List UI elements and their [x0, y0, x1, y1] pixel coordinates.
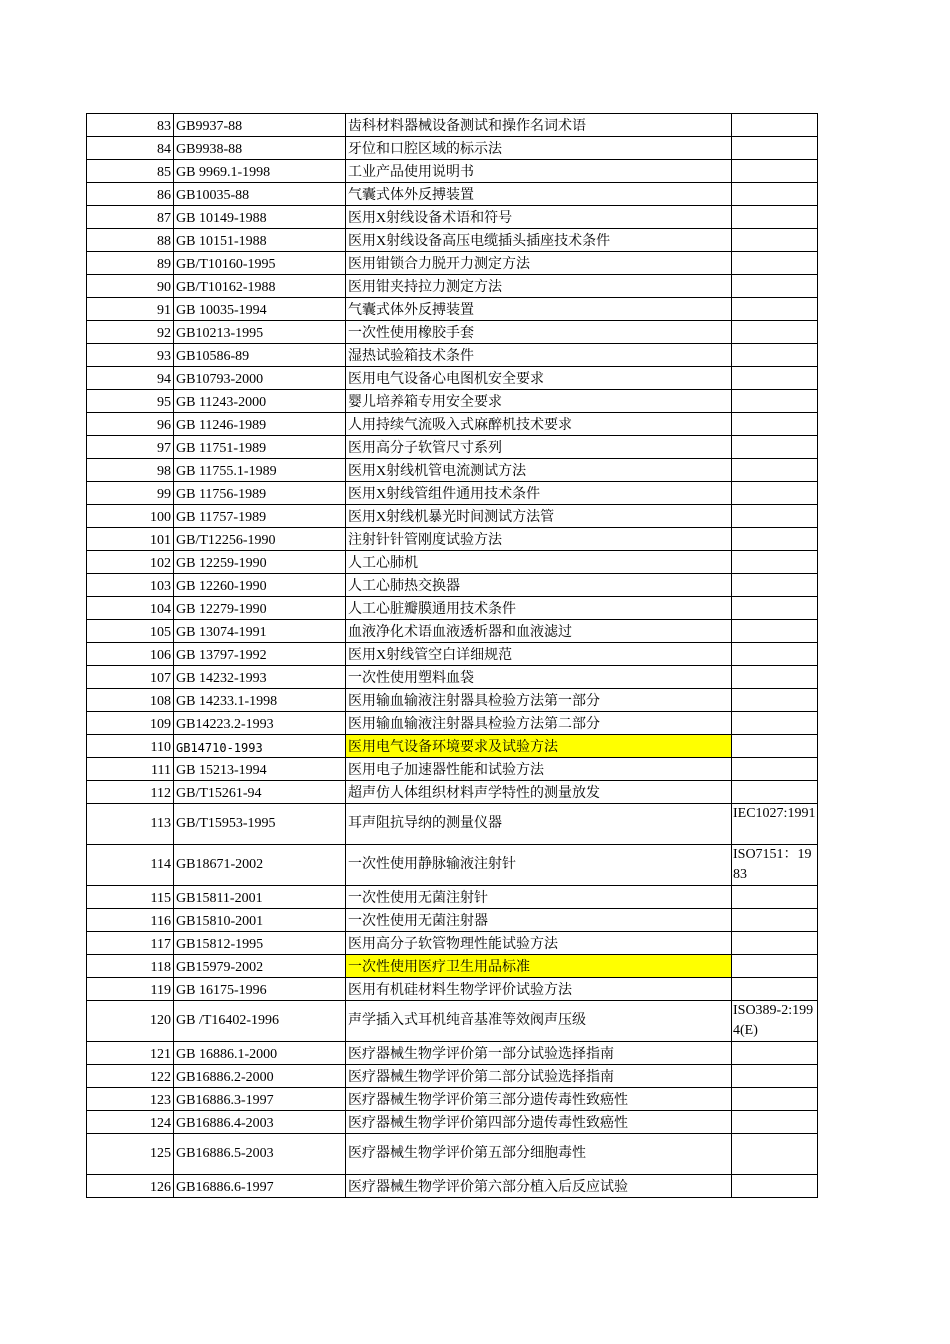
standard-name-cell[interactable]: 工业产品使用说明书	[346, 160, 732, 183]
row-number-cell[interactable]: 101	[87, 528, 174, 551]
standard-code-cell[interactable]: GB15810-2001	[174, 909, 346, 932]
table-row[interactable]	[87, 114, 818, 137]
reference-standard-cell[interactable]	[732, 1065, 818, 1088]
table-row[interactable]	[87, 1065, 818, 1088]
reference-standard-cell[interactable]	[732, 459, 818, 482]
row-number-cell[interactable]: 108	[87, 689, 174, 712]
standard-name-cell[interactable]: 医用电子加速器性能和试验方法	[346, 758, 732, 781]
table-row[interactable]	[87, 275, 818, 298]
row-number-cell[interactable]: 88	[87, 229, 174, 252]
row-number-cell[interactable]: 97	[87, 436, 174, 459]
standard-name-cell[interactable]: 医用高分子软管物理性能试验方法	[346, 932, 732, 955]
row-number-cell[interactable]: 111	[87, 758, 174, 781]
standard-code-cell[interactable]: GB9938-88	[174, 137, 346, 160]
standard-code-cell[interactable]: GB 9969.1-1998	[174, 160, 346, 183]
row-number-cell[interactable]: 99	[87, 482, 174, 505]
reference-standard-cell[interactable]	[732, 436, 818, 459]
standard-code-cell[interactable]: GB 12279-1990	[174, 597, 346, 620]
row-number-cell[interactable]: 114	[87, 845, 174, 886]
row-number-cell[interactable]: 85	[87, 160, 174, 183]
row-number-cell[interactable]: 118	[87, 955, 174, 978]
table-row[interactable]	[87, 1175, 818, 1198]
table-row[interactable]	[87, 666, 818, 689]
reference-standard-cell[interactable]: ISO389-2:1994(E)	[732, 1001, 818, 1042]
row-number-cell[interactable]: 95	[87, 390, 174, 413]
standard-name-cell[interactable]: 医用X射线设备术语和符号	[346, 206, 732, 229]
table-row[interactable]	[87, 1001, 818, 1042]
standard-name-cell[interactable]: 医用高分子软管尺寸系列	[346, 436, 732, 459]
reference-standard-cell[interactable]	[732, 932, 818, 955]
standard-code-cell[interactable]: GB 11751-1989	[174, 436, 346, 459]
standard-code-cell[interactable]: GB 11246-1989	[174, 413, 346, 436]
reference-standard-cell[interactable]	[732, 781, 818, 804]
reference-standard-cell[interactable]	[732, 367, 818, 390]
reference-standard-cell[interactable]	[732, 252, 818, 275]
table-row[interactable]	[87, 620, 818, 643]
table-row[interactable]	[87, 804, 818, 845]
table-row[interactable]	[87, 758, 818, 781]
row-number-cell[interactable]: 87	[87, 206, 174, 229]
standard-code-cell[interactable]: GB 16886.1-2000	[174, 1042, 346, 1065]
reference-standard-cell[interactable]	[732, 160, 818, 183]
standard-name-cell[interactable]: 一次性使用橡胶手套	[346, 321, 732, 344]
row-number-cell[interactable]: 91	[87, 298, 174, 321]
standard-code-cell[interactable]: GB16886.4-2003	[174, 1111, 346, 1134]
reference-standard-cell[interactable]	[732, 528, 818, 551]
standard-name-cell[interactable]: 人工心肺机	[346, 551, 732, 574]
row-number-cell[interactable]: 107	[87, 666, 174, 689]
row-number-cell[interactable]: 110	[87, 735, 174, 758]
row-number-cell[interactable]: 123	[87, 1088, 174, 1111]
row-number-cell[interactable]: 119	[87, 978, 174, 1001]
table-row[interactable]	[87, 574, 818, 597]
table-row[interactable]	[87, 1088, 818, 1111]
table-row[interactable]	[87, 183, 818, 206]
table-row[interactable]	[87, 932, 818, 955]
standard-name-cell[interactable]: 医用X射线管空白详细规范	[346, 643, 732, 666]
standard-name-cell[interactable]: 声学插入式耳机纯音基准等效阀声压级	[346, 1001, 732, 1042]
row-number-cell[interactable]: 105	[87, 620, 174, 643]
standard-name-cell[interactable]: 血液净化术语血液透析器和血液滤过	[346, 620, 732, 643]
reference-standard-cell[interactable]	[732, 643, 818, 666]
standard-code-cell[interactable]: GB15812-1995	[174, 932, 346, 955]
standard-code-cell[interactable]: GB9937-88	[174, 114, 346, 137]
table-row[interactable]	[87, 1111, 818, 1134]
reference-standard-cell[interactable]	[732, 597, 818, 620]
standard-code-cell[interactable]: GB15811-2001	[174, 886, 346, 909]
standard-code-cell[interactable]: GB 11755.1-1989	[174, 459, 346, 482]
standard-name-cell[interactable]: 一次性使用静脉输液注射针	[346, 845, 732, 886]
standard-name-cell[interactable]: 一次性使用无菌注射针	[346, 886, 732, 909]
standard-name-cell[interactable]: 医疗器械生物学评价第四部分遗传毒性致癌性	[346, 1111, 732, 1134]
standard-name-cell[interactable]: 医用X射线机管电流测试方法	[346, 459, 732, 482]
table-row[interactable]	[87, 206, 818, 229]
reference-standard-cell[interactable]	[732, 886, 818, 909]
standard-code-cell[interactable]: GB 12259-1990	[174, 551, 346, 574]
row-number-cell[interactable]: 102	[87, 551, 174, 574]
reference-standard-cell[interactable]	[732, 344, 818, 367]
reference-standard-cell[interactable]	[732, 298, 818, 321]
standard-name-cell[interactable]: 医疗器械生物学评价第六部分植入后反应试验	[346, 1175, 732, 1198]
standard-name-cell[interactable]: 医用钳夹持拉力测定方法	[346, 275, 732, 298]
reference-standard-cell[interactable]	[732, 551, 818, 574]
standard-code-cell[interactable]: GB16886.2-2000	[174, 1065, 346, 1088]
table-row[interactable]	[87, 886, 818, 909]
table-row[interactable]	[87, 643, 818, 666]
table-row[interactable]	[87, 528, 818, 551]
row-number-cell[interactable]: 106	[87, 643, 174, 666]
reference-standard-cell[interactable]	[732, 482, 818, 505]
standard-code-cell[interactable]: GB16886.3-1997	[174, 1088, 346, 1111]
standard-code-cell[interactable]: GB /T16402-1996	[174, 1001, 346, 1042]
row-number-cell[interactable]: 94	[87, 367, 174, 390]
reference-standard-cell[interactable]	[732, 413, 818, 436]
standard-name-cell[interactable]: 医用钳锁合力脱开力测定方法	[346, 252, 732, 275]
standard-code-cell[interactable]: GB 15213-1994	[174, 758, 346, 781]
reference-standard-cell[interactable]	[732, 620, 818, 643]
standard-code-cell[interactable]: GB14223.2-1993	[174, 712, 346, 735]
standard-name-cell[interactable]: 医用X射线机暴光时间测试方法管	[346, 505, 732, 528]
standard-name-cell[interactable]: 婴儿培养箱专用安全要求	[346, 390, 732, 413]
standard-name-cell[interactable]: 湿热试验箱技术条件	[346, 344, 732, 367]
row-number-cell[interactable]: 86	[87, 183, 174, 206]
table-row[interactable]	[87, 160, 818, 183]
standard-name-cell[interactable]: 医疗器械生物学评价第五部分细胞毒性	[346, 1134, 732, 1175]
standard-name-cell[interactable]: 医疗器械生物学评价第二部分试验选择指南	[346, 1065, 732, 1088]
table-row[interactable]	[87, 978, 818, 1001]
table-row[interactable]	[87, 367, 818, 390]
reference-standard-cell[interactable]	[732, 229, 818, 252]
standard-code-cell[interactable]: GB 10151-1988	[174, 229, 346, 252]
standard-code-cell[interactable]: GB 14232-1993	[174, 666, 346, 689]
standard-code-cell[interactable]: GB16886.5-2003	[174, 1134, 346, 1175]
standard-name-cell[interactable]: 医用电气设备心电图机安全要求	[346, 367, 732, 390]
table-row[interactable]	[87, 137, 818, 160]
standard-code-cell[interactable]: GB 10149-1988	[174, 206, 346, 229]
table-row[interactable]	[87, 344, 818, 367]
table-row[interactable]	[87, 390, 818, 413]
standard-code-cell[interactable]: GB10213-1995	[174, 321, 346, 344]
standard-code-cell[interactable]: GB 11757-1989	[174, 505, 346, 528]
table-row[interactable]	[87, 735, 818, 758]
row-number-cell[interactable]: 84	[87, 137, 174, 160]
standard-code-cell[interactable]: GB 16175-1996	[174, 978, 346, 1001]
row-number-cell[interactable]: 109	[87, 712, 174, 735]
reference-standard-cell[interactable]	[732, 206, 818, 229]
standard-name-cell[interactable]: 人工心肺热交换器	[346, 574, 732, 597]
reference-standard-cell[interactable]	[732, 390, 818, 413]
row-number-cell[interactable]: 103	[87, 574, 174, 597]
reference-standard-cell[interactable]	[732, 1111, 818, 1134]
standard-code-cell[interactable]: GB/T15953-1995	[174, 804, 346, 845]
standard-name-cell[interactable]: 一次性使用无菌注射器	[346, 909, 732, 932]
row-number-cell[interactable]: 124	[87, 1111, 174, 1134]
table-row[interactable]	[87, 597, 818, 620]
standard-code-cell[interactable]: GB 14233.1-1998	[174, 689, 346, 712]
table-row[interactable]	[87, 298, 818, 321]
reference-standard-cell[interactable]	[732, 735, 818, 758]
table-row[interactable]	[87, 482, 818, 505]
row-number-cell[interactable]: 113	[87, 804, 174, 845]
row-number-cell[interactable]: 96	[87, 413, 174, 436]
standard-code-cell[interactable]: GB10035-88	[174, 183, 346, 206]
reference-standard-cell[interactable]	[732, 909, 818, 932]
table-row[interactable]	[87, 551, 818, 574]
reference-standard-cell[interactable]	[732, 712, 818, 735]
row-number-cell[interactable]: 89	[87, 252, 174, 275]
standard-name-cell[interactable]: 医用X射线设备高压电缆插头插座技术条件	[346, 229, 732, 252]
standards-table	[86, 113, 818, 1198]
reference-standard-cell[interactable]	[732, 758, 818, 781]
standard-name-cell[interactable]: 医疗器械生物学评价第一部分试验选择指南	[346, 1042, 732, 1065]
reference-standard-cell[interactable]	[732, 666, 818, 689]
row-number-cell[interactable]: 92	[87, 321, 174, 344]
row-number-cell[interactable]: 104	[87, 597, 174, 620]
reference-standard-cell[interactable]: ISO7151：1983	[732, 845, 818, 886]
reference-standard-cell[interactable]	[732, 137, 818, 160]
table-row[interactable]	[87, 252, 818, 275]
reference-standard-cell[interactable]	[732, 275, 818, 298]
reference-standard-cell[interactable]: IEC1027:1991	[732, 804, 818, 845]
reference-standard-cell[interactable]	[732, 505, 818, 528]
table-row[interactable]	[87, 1134, 818, 1175]
standard-name-cell[interactable]: 医用输血输液注射器具检验方法第一部分	[346, 689, 732, 712]
table-row[interactable]	[87, 505, 818, 528]
standard-name-cell[interactable]: 牙位和口腔区域的标示法	[346, 137, 732, 160]
table-row[interactable]	[87, 229, 818, 252]
reference-standard-cell[interactable]	[732, 183, 818, 206]
standard-name-cell[interactable]: 人用持续气流吸入式麻醉机技术要求	[346, 413, 732, 436]
standard-code-cell[interactable]: GB14710-1993	[174, 735, 346, 758]
standard-code-cell[interactable]: GB/T10162-1988	[174, 275, 346, 298]
reference-standard-cell[interactable]	[732, 1134, 818, 1175]
table-row[interactable]	[87, 845, 818, 886]
standard-code-cell[interactable]: GB 11756-1989	[174, 482, 346, 505]
reference-standard-cell[interactable]	[732, 574, 818, 597]
row-number-cell[interactable]: 83	[87, 114, 174, 137]
reference-standard-cell[interactable]	[732, 1042, 818, 1065]
row-number-cell[interactable]: 120	[87, 1001, 174, 1042]
standard-name-cell[interactable]: 医用电气设备环境要求及试验方法	[346, 735, 732, 758]
standard-code-cell[interactable]: GB/T15261-94	[174, 781, 346, 804]
standard-name-cell[interactable]: 人工心脏瓣膜通用技术条件	[346, 597, 732, 620]
row-number-cell[interactable]: 121	[87, 1042, 174, 1065]
row-number-cell[interactable]: 112	[87, 781, 174, 804]
standard-code-cell[interactable]: GB16886.6-1997	[174, 1175, 346, 1198]
reference-standard-cell[interactable]	[732, 955, 818, 978]
table-row[interactable]	[87, 909, 818, 932]
row-number-cell[interactable]: 100	[87, 505, 174, 528]
table-row[interactable]	[87, 413, 818, 436]
standard-name-cell[interactable]: 一次性使用塑料血袋	[346, 666, 732, 689]
standards-table-body	[87, 114, 818, 1198]
reference-standard-cell[interactable]	[732, 978, 818, 1001]
standard-code-cell[interactable]: GB10793-2000	[174, 367, 346, 390]
row-number-cell[interactable]: 116	[87, 909, 174, 932]
standard-code-cell[interactable]: GB 12260-1990	[174, 574, 346, 597]
row-number-cell[interactable]: 90	[87, 275, 174, 298]
standard-code-cell[interactable]: GB/T12256-1990	[174, 528, 346, 551]
standard-name-cell[interactable]: 注射针针管刚度试验方法	[346, 528, 732, 551]
row-number-cell[interactable]: 93	[87, 344, 174, 367]
standard-name-cell[interactable]: 医疗器械生物学评价第三部分遗传毒性致癌性	[346, 1088, 732, 1111]
standard-name-cell[interactable]: 医用输血输液注射器具检验方法第二部分	[346, 712, 732, 735]
table-row[interactable]	[87, 712, 818, 735]
table-row[interactable]	[87, 689, 818, 712]
row-number-cell[interactable]: 98	[87, 459, 174, 482]
standard-code-cell[interactable]: GB 13797-1992	[174, 643, 346, 666]
table-row[interactable]	[87, 321, 818, 344]
reference-standard-cell[interactable]	[732, 689, 818, 712]
standard-name-cell[interactable]: 气囊式体外反搏装置	[346, 183, 732, 206]
standard-name-cell[interactable]: 一次性使用医疗卫生用品标准	[346, 955, 732, 978]
reference-standard-cell[interactable]	[732, 1175, 818, 1198]
standard-name-cell[interactable]: 耳声阻抗导纳的测量仪器	[346, 804, 732, 845]
table-row[interactable]	[87, 459, 818, 482]
table-row[interactable]	[87, 1042, 818, 1065]
table-row[interactable]	[87, 781, 818, 804]
standard-code-cell[interactable]: GB15979-2002	[174, 955, 346, 978]
standard-name-cell[interactable]: 医用X射线管组件通用技术条件	[346, 482, 732, 505]
standard-code-cell[interactable]: GB10586-89	[174, 344, 346, 367]
row-number-cell[interactable]: 126	[87, 1175, 174, 1198]
standard-name-cell[interactable]: 气囊式体外反搏装置	[346, 298, 732, 321]
standard-code-cell[interactable]: GB 10035-1994	[174, 298, 346, 321]
standard-code-cell[interactable]: GB 11243-2000	[174, 390, 346, 413]
row-number-cell[interactable]: 125	[87, 1134, 174, 1175]
standard-code-cell[interactable]: GB/T10160-1995	[174, 252, 346, 275]
table-row[interactable]	[87, 955, 818, 978]
reference-standard-cell[interactable]	[732, 321, 818, 344]
standard-code-cell[interactable]: GB 13074-1991	[174, 620, 346, 643]
standard-code-cell[interactable]: GB18671-2002	[174, 845, 346, 886]
row-number-cell[interactable]: 117	[87, 932, 174, 955]
reference-standard-cell[interactable]	[732, 114, 818, 137]
standard-name-cell[interactable]: 超声仿人体组织材料声学特性的测量放发	[346, 781, 732, 804]
standard-name-cell[interactable]: 齿科材料器械设备测试和操作名词术语	[346, 114, 732, 137]
reference-standard-cell[interactable]	[732, 1088, 818, 1111]
table-row[interactable]	[87, 436, 818, 459]
row-number-cell[interactable]: 122	[87, 1065, 174, 1088]
standard-name-cell[interactable]: 医用有机硅材料生物学评价试验方法	[346, 978, 732, 1001]
row-number-cell[interactable]: 115	[87, 886, 174, 909]
